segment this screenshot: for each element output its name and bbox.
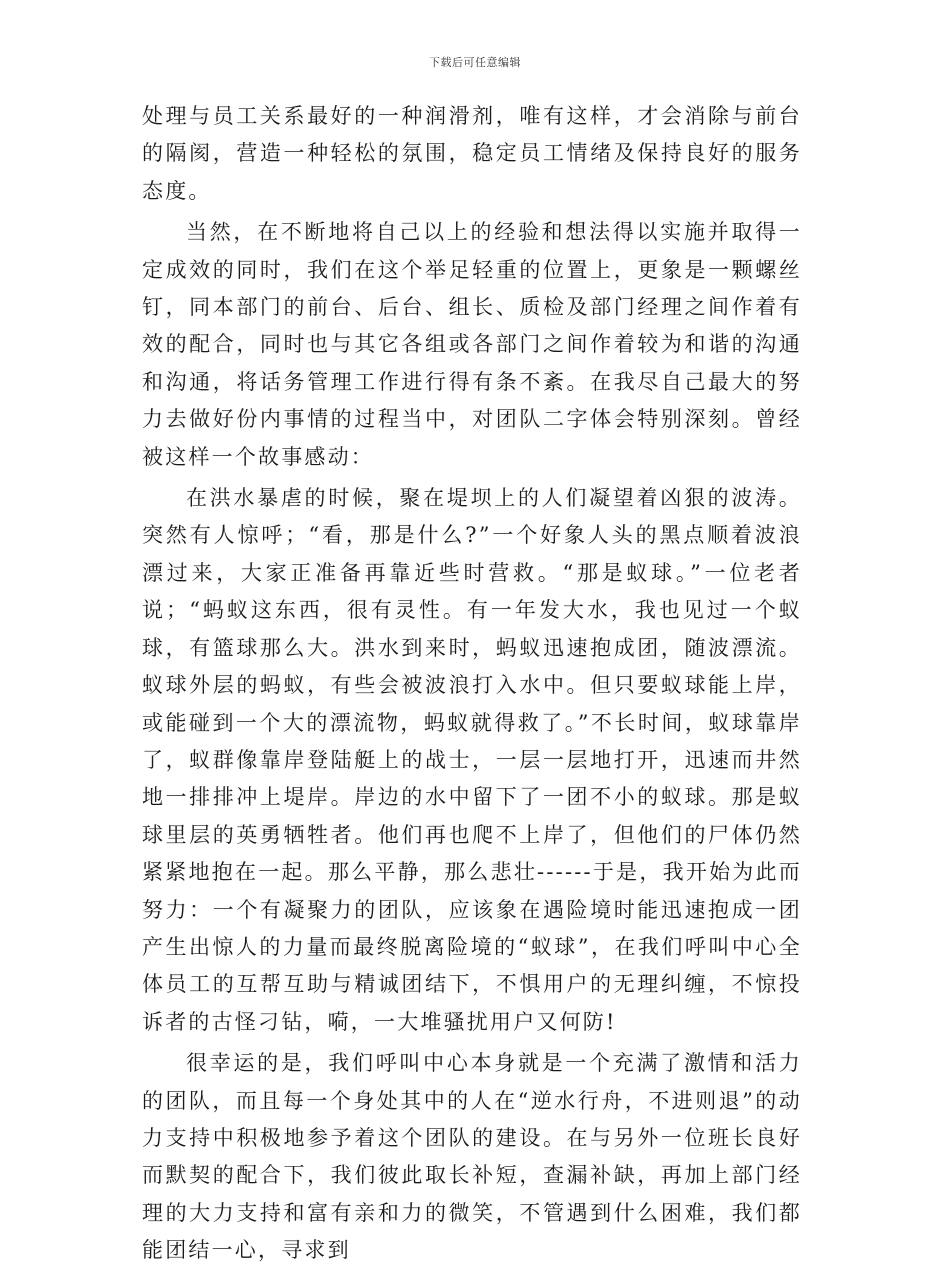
paragraph-3: 在洪水暴虐的时候，聚在堤坝上的人们凝望着凶狠的波涛。突然有人惊呼；“看，那是什么?”一个好象人头的黑点顺着波浪漂过来，大家正准备再靠近些时营救。“那是蚁球。”一位老者说；“蚂蚁这东西，很有灵性。有一年发大水，我也见过一个蚁球，有篮球那么大。洪水到来时，蚂蚁迅速抱成团，随波漂流。蚁球外层的蚂蚁，有些会被波浪打入水中。但只要蚁球能上岸，或能碰到一个大的漂流物，蚂蚁就得救了。”不长时间，蚁球靠岸了，蚁群像靠岸登陆艇上的战士，一层一层地打开，迅速而井然地一排排冲上堤岸。岸边的水中留下了一团不小的蚁球。那是蚁球里层的英勇牺牲者。他们再也爬不上岸了，但他们的尸体仍然紧紧地抱在一起。那么平静，那么悲壮------于是，我开始为此而努力：一个有凝聚力的团队，应该象在遇险境时能迅速抱成一团产生出惊人的力量而最终脱离险境的“蚁球”，在我们呼叫中心全体员工的互帮互助与精诚团结下，不惧用户的无理纠缠，不惊投诉者的古怪刁钻，嗬，一大堆骚扰用户又何防! [142,486,802,1034]
paragraph-2: 当然，在不断地将自己以上的经验和想法得以实施并取得一定成效的同时，我们在这个举足轻重的位置上，更象是一颗螺丝钉，同本部门的前台、后台、组长、质检及部门经理之间作着有效的配合，同时也与其它各组或各部门之间作着较为和谐的沟通和沟通，将话务管理工作进行得有条不紊。在我尽自己最大的努力去做好份内事情的过程当中，对团队二字体会特别深刻。曾经被这样一个故事感动： [142,220,802,469]
page-header-note: 下载后可任意编辑 [429,56,521,69]
document-body [142,98,802,1270]
paragraph-4: 很幸运的是，我们呼叫中心本身就是一个充满了激情和活力的团队，而且每一个身处其中的人在“逆水行舟，不进则退”的动力支持中积极地参予着这个团队的建设。在与另外一位班长良好而默契的配合下，我们彼此取长补短，查漏补缺，再加上部门经理的大力支持和富有亲和力的微笑，不管遇到什么困难，我们都能团结一心，寻求到 [142,1051,802,1263]
paragraph-1: 处理与员工关系最好的一种润滑剂，唯有这样，才会消除与前台的隔阂，营造一种轻松的氛围，稳定员工情绪及保持良好的服务态度。 [142,104,802,203]
